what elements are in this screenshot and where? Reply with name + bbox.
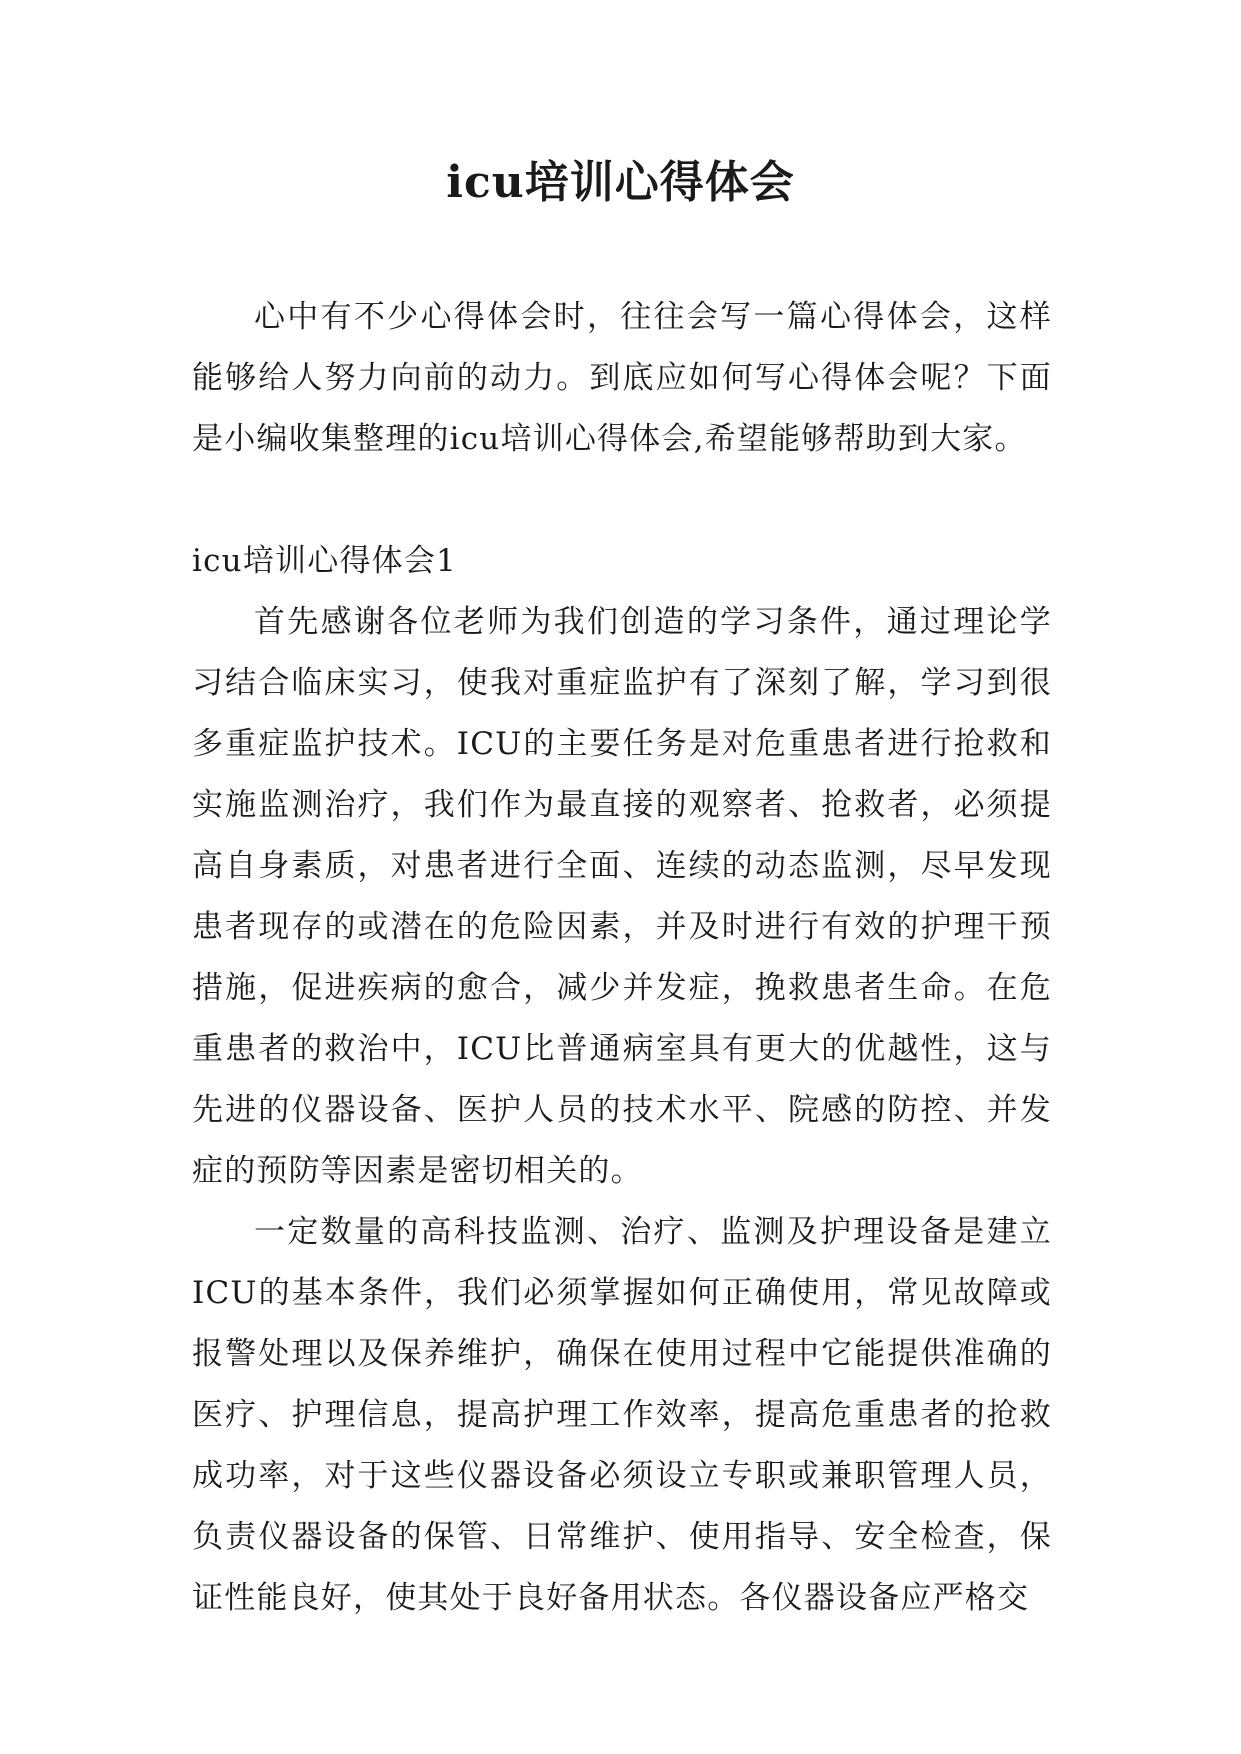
document-title: icu培训心得体会 <box>446 157 795 208</box>
section-heading: icu培训心得体会1 <box>192 543 457 579</box>
body-paragraph: 一定数量的高科技监测、治疗、监测及护理设备是建立ICU的基本条件，我们必须掌握如何正确使用，常见故障或报警处理以及保养维护，确保在使用过程中它能提供准确的医疗、护理信息，提高护理工作效率，提高危重患者的抢救成功率，对于这些仪器设备必须设立专职或兼职管理人员，负责仪器设备的保管、日常维护、使用指导、安全检查，保证性能良好，使其处于良好备用状态。各仪器设备应严格交 <box>192 1214 1052 1616</box>
document-body <box>192 287 1052 1629</box>
body-paragraph: 首先感谢各位老师为我们创造的学习条件，通过理论学习结合临床实习，使我对重症监护有了深刻了解，学习到很多重症监护技术。ICU的主要任务是对危重患者进行抢救和实施监测治疗，我们作为最直接的观察者、抢救者，必须提高自身素质，对患者进行全面、连续的动态监测，尽早发现患者现存的或潜在的危险因素，并及时进行有效的护理干预措施，促进疾病的愈合，减少并发症，挽救患者生命。在危重患者的救治中，ICU比普通病室具有更大的优越性，这与先进的仪器设备、医护人员的技术水平、院感的防控、并发症的预防等因素是密切相关的。 <box>192 604 1052 1189</box>
intro-paragraph: 心中有不少心得体会时，往往会写一篇心得体会，这样能够给人努力向前的动力。到底应如何写心得体会呢？下面是小编收集整理的icu培训心得体会,希望能够帮助到大家。 <box>192 299 1052 457</box>
